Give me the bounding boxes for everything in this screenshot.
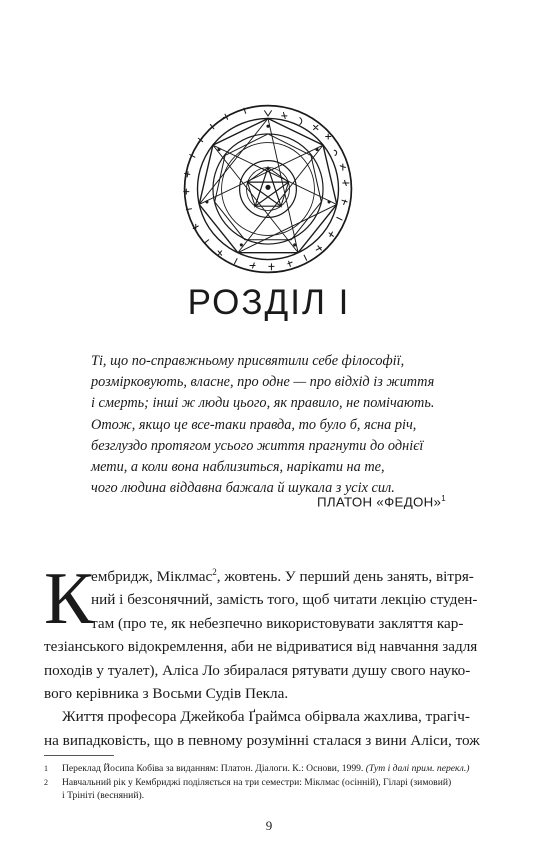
attribution-text: ПЛАТОН «ФЕДОН»: [317, 494, 442, 510]
footnote-line: Навчальний рік у Кембриджі поділяється на три семестри: Міклмас (осінній), Гіларі (зимовий): [62, 776, 452, 788]
footnote-ref: 1: [441, 494, 446, 503]
body-line: ний і безсонячний, замість того, щоб читати лекцію студен-: [91, 591, 478, 609]
body-text-segment: ембридж, Міклмас: [91, 568, 213, 585]
epigraph-line: безглуздо протягом усього життя прагнути до однієї: [91, 437, 424, 454]
footnote: [44, 762, 496, 776]
epigraph-line: Отож, якщо це все-таки правда, то було б, ясна річ,: [91, 416, 417, 433]
page-number: 9: [265, 818, 273, 833]
body-line: Життя професора Джейкоба Ґраймса обірвала жахлива, трагіч-: [62, 708, 470, 726]
epigraph-line: розмірковують, власне, про одне — про відхід із життя: [91, 374, 435, 391]
footnote-number: 2: [44, 777, 48, 787]
footnote-note: (Тут і далі прим. перекл.): [365, 763, 470, 774]
pentagram-seal-icon: [182, 103, 354, 275]
footnote-line: [62, 762, 496, 776]
body-line: на випадковість, що в певному розумінні сталася з вини Аліси, тож: [44, 731, 480, 749]
footnote-text: Переклад Йосипа Кобіва за виданням: Платон. Діалоги. К.: Основи, 1999.: [62, 763, 364, 774]
body-line: вого керівника з Восьми Судів Пекла.: [44, 685, 289, 703]
footnote-line: і Трініті (весняний).: [62, 790, 145, 802]
epigraph-line: і смерть; інші ж люди цього, як правило, не помічають.: [91, 395, 435, 412]
footnote: [44, 776, 496, 803]
epigraph-attribution: [250, 494, 446, 509]
footnote-divider: [44, 755, 114, 756]
body-line: там (про те, як небезпечно використовувати закляття кар-: [91, 614, 464, 632]
epigraph: [91, 351, 451, 499]
body-line: [44, 565, 496, 588]
epigraph-line: Ті, що по-справжньому присвятили себе філософії,: [91, 353, 405, 369]
epigraph-line: мети, а коли вона наблизиться, нарікати на те,: [91, 459, 385, 476]
body-text-segment: , жовтень. У перший день занять, вітря-: [216, 568, 474, 585]
footnote-number: 1: [44, 764, 48, 773]
chapter-title: РОЗДІЛ І: [187, 283, 351, 322]
footnote-ref: 2: [212, 566, 217, 577]
epigraph-line: чого людина віддавна бажала й шукала з усіх сил.: [91, 480, 395, 497]
footnotes: [44, 762, 496, 803]
drop-cap: К: [44, 558, 94, 640]
body-text: [44, 565, 496, 752]
body-line: тезіанського відокремлення, аби не відриватися від навчання задля: [44, 638, 478, 656]
body-line: походів у туалет), Аліса Ло збиралася рятувати душу свого науко-: [44, 661, 471, 679]
